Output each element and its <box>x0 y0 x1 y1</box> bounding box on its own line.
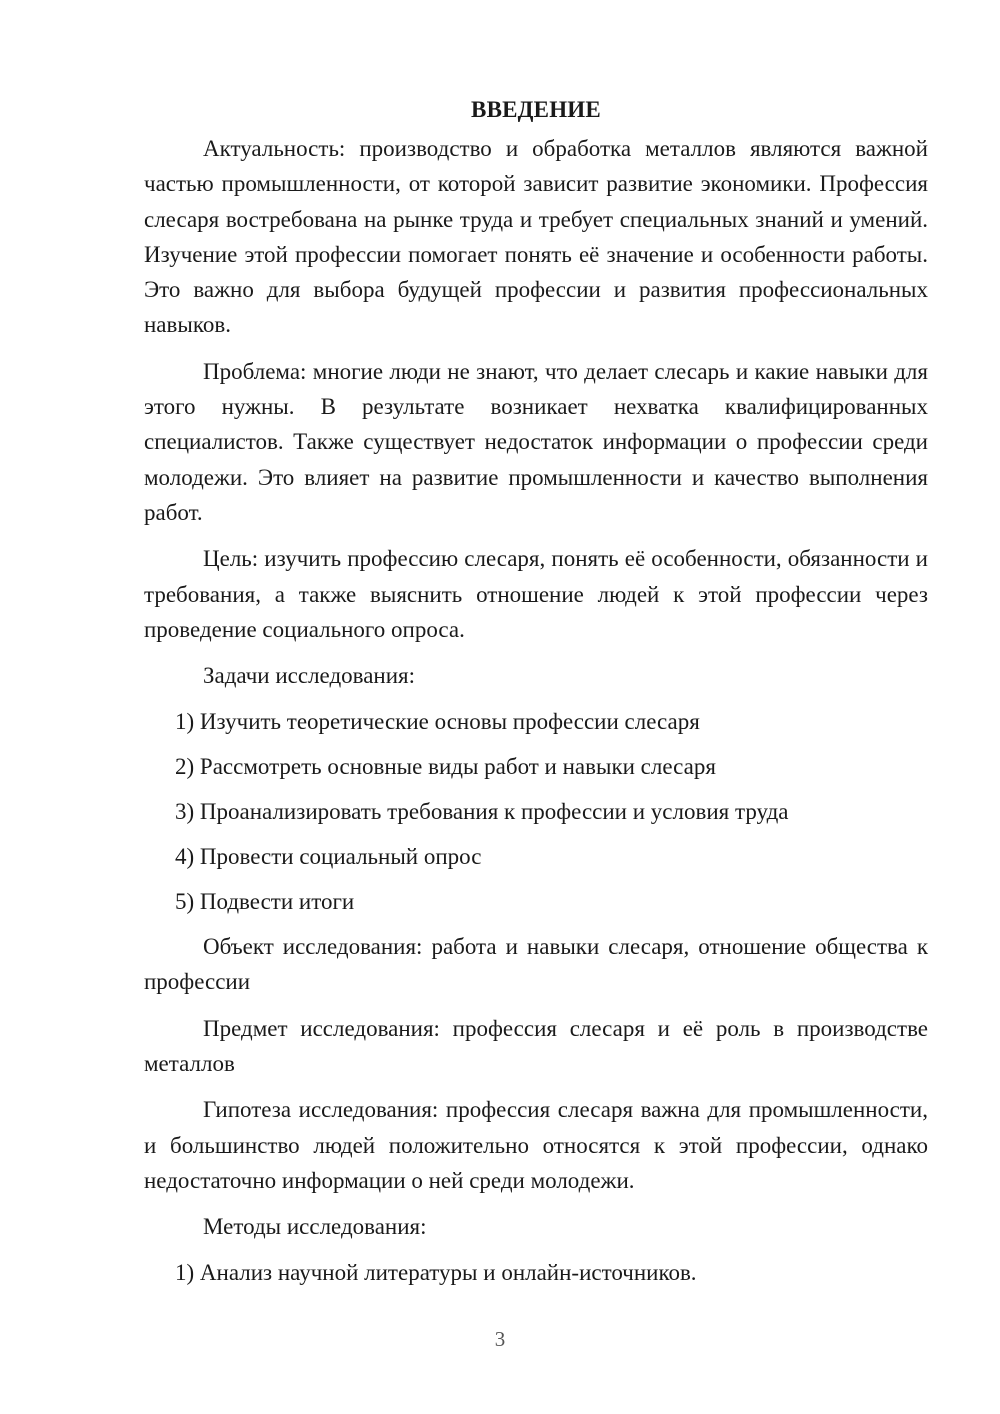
paragraph-subject: Предмет исследования: профессия слесаря и её роль в производстве металлов <box>144 1015 928 1077</box>
list-item: 1) Анализ научной литературы и онлайн-источников. <box>175 1260 697 1286</box>
methods-list <box>144 1255 928 1290</box>
page-title: ВВЕДЕНИЕ <box>471 97 601 122</box>
page-number: 3 <box>494 1327 506 1351</box>
paragraph-hypothesis: Гипотеза исследования: профессия слесаря важна для промышленности, и большинство людей положительно относятся к этой профессии, однако недостаточно информации о ней среди молодежи. <box>144 1097 928 1193</box>
list-item: 3) Проанализировать требования к профессии и условия труда <box>175 799 789 825</box>
paragraph-goal: Цель: изучить профессию слесаря, понять её особенности, обязанности и требования, а также выяснить отношение людей к этой профессии через проведение социального опроса. <box>144 546 928 642</box>
list-item: 2) Рассмотреть основные виды работ и навыки слесаря <box>175 754 716 780</box>
paragraph-object: Объект исследования: работа и навыки слесаря, отношение общества к профессии <box>144 934 928 995</box>
tasks-label: Задачи исследования: <box>203 663 416 689</box>
list-item: 4) Провести социальный опрос <box>175 844 482 870</box>
list-item: 1) Изучить теоретические основы профессии слесаря <box>175 709 700 735</box>
paragraph-problem: Проблема: многие люди не знают, что делает слесарь и какие навыки для этого нужны. В результате возникает нехватка квалифицированных специалистов. Также существует недостаток информации о профессии среди молодежи. Это влияет на развитие промышленности и качество выполнения работ. <box>144 358 928 525</box>
tasks-list <box>144 704 928 919</box>
methods-label: Методы исследования: <box>203 1214 427 1240</box>
document-page <box>144 92 928 1300</box>
paragraph-relevance: Актуальность: производство и обработка металлов являются важной частью промышленности, от которой зависит развитие экономики. Профессия слесаря востребована на рынке труда и требует специальных знаний и умений. Изучение этой профессии помогает понять её значение и особенности работы. Это важно для выбора будущей профессии и развития профессиональных навыков. <box>144 136 928 338</box>
list-item: 5) Подвести итоги <box>175 889 355 915</box>
